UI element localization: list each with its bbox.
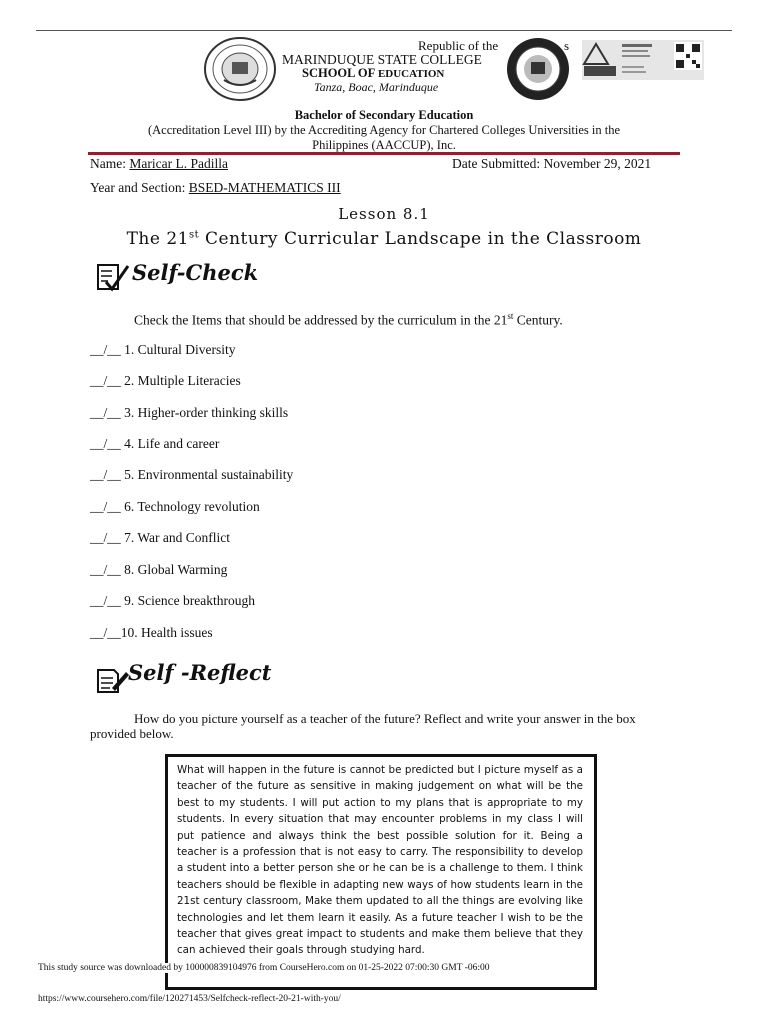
checklist-item: __/__ 9. Science breakthrough <box>90 593 255 608</box>
college-address: Tanza, Boac, Marinduque <box>314 80 439 94</box>
republic-text-tail: s <box>564 38 570 53</box>
instruction-post: Century. <box>513 312 563 328</box>
year-label: Year and Section: <box>90 180 186 195</box>
school-name-post: EDUCATION <box>377 68 445 80</box>
school-name <box>302 66 444 81</box>
checklist-item: __/__10. Health issues <box>90 625 213 640</box>
certification-badge <box>582 40 704 80</box>
college-name: MARINDUQUE STATE COLLEGE <box>282 52 482 67</box>
self-check-instruction <box>134 311 563 329</box>
reflect-question: How do you picture yourself as a teacher of the future? Reflect and write your answer in the box provided below. <box>90 711 636 741</box>
instruction-pre: Check the Items that should be addressed by the curriculum in the 21 <box>134 312 508 328</box>
checklist-item: __/__ 1. Cultural Diversity <box>90 342 236 357</box>
year-section-row <box>90 180 341 196</box>
lesson-title <box>0 229 768 249</box>
checklist-item: __/__ 3. Higher-order thinking skills <box>90 405 289 420</box>
college-seal-logo <box>202 36 278 102</box>
name-label: Name: <box>90 156 126 171</box>
checklist-item: __/__ 8. Global Warming <box>90 562 228 577</box>
date-label: Date Submitted: <box>452 156 541 171</box>
accreditation-line-1: (Accreditation Level III) by the Accrediting Agency for Chartered Colleges Universities in the <box>147 123 621 137</box>
reflect-pencil-icon <box>96 666 130 694</box>
name-row <box>90 156 228 172</box>
instruction-sup: st <box>507 311 514 321</box>
checklist-item: __/__ 2. Multiple Literacies <box>90 373 241 388</box>
checklist-icon <box>96 262 130 292</box>
self-check-heading: Self-Check <box>132 260 259 285</box>
date-row <box>452 156 651 172</box>
source-url: https://www.coursehero.com/file/120271453/Selfcheck-reflect-20-21-with-you/ <box>38 994 341 1004</box>
checklist-item: __/__ 7. War and Conflict <box>90 530 231 545</box>
answer-text: What will happen in the future is cannot be predicted but I picture myself as a teacher of the future as sensitive in making judgement on what will be the best to my students. I will put action to my plans that is appropriate to my students. In every situation that may encounter problems in my class I will put patience and always think the best possible solution for it. Being a teacher is a profession that is not easy to carry. The responsibility to develop a student into a better person she or he can be is a challenge to them. I think teachers should be flexible in adapting new ways of how students learn in the 21st century classroom, Make them updated to all the things are evolving like technologies and let them learn it easily. As a future teacher I wish to be the teacher that gives great impact to students and make them believe that they can achieved their goals through studying hard. <box>177 764 583 957</box>
year-value: BSED-MATHEMATICS III <box>188 180 341 195</box>
republic-text: Republic of the <box>418 38 499 53</box>
lesson-title-sup: st <box>188 229 200 241</box>
education-seal-logo <box>502 36 574 102</box>
school-name-pre: SCHOOL OF <box>302 66 378 80</box>
lesson-number: Lesson 8.1 <box>338 205 430 223</box>
accreditation-line-2: Philippines (AACCUP), Inc. <box>312 138 456 152</box>
checklist-item: __/__ 5. Environmental sustainability <box>90 467 294 482</box>
lesson-title-pre: The 21 <box>126 229 189 249</box>
certification-badge-graphic <box>582 40 704 80</box>
name-value: Maricar L. Padilla <box>129 156 228 171</box>
lesson-title-post: Century Curricular Landscape in the Classroom <box>199 229 642 249</box>
program-title: Bachelor of Secondary Education <box>294 108 474 122</box>
source-watermark: This study source was downloaded by 100000839104976 from CourseHero.com on 01-25-2022 07:00:30 GMT -06:00 <box>38 963 490 973</box>
checklist-item: __/__ 6. Technology revolution <box>90 499 260 514</box>
top-rule <box>36 30 732 31</box>
self-reflect-heading: Self -Reflect <box>128 660 272 685</box>
checklist-item: __/__ 4. Life and career <box>90 436 220 451</box>
answer-box <box>165 754 597 990</box>
header-divider <box>88 152 680 155</box>
date-value: November 29, 2021 <box>543 156 652 171</box>
